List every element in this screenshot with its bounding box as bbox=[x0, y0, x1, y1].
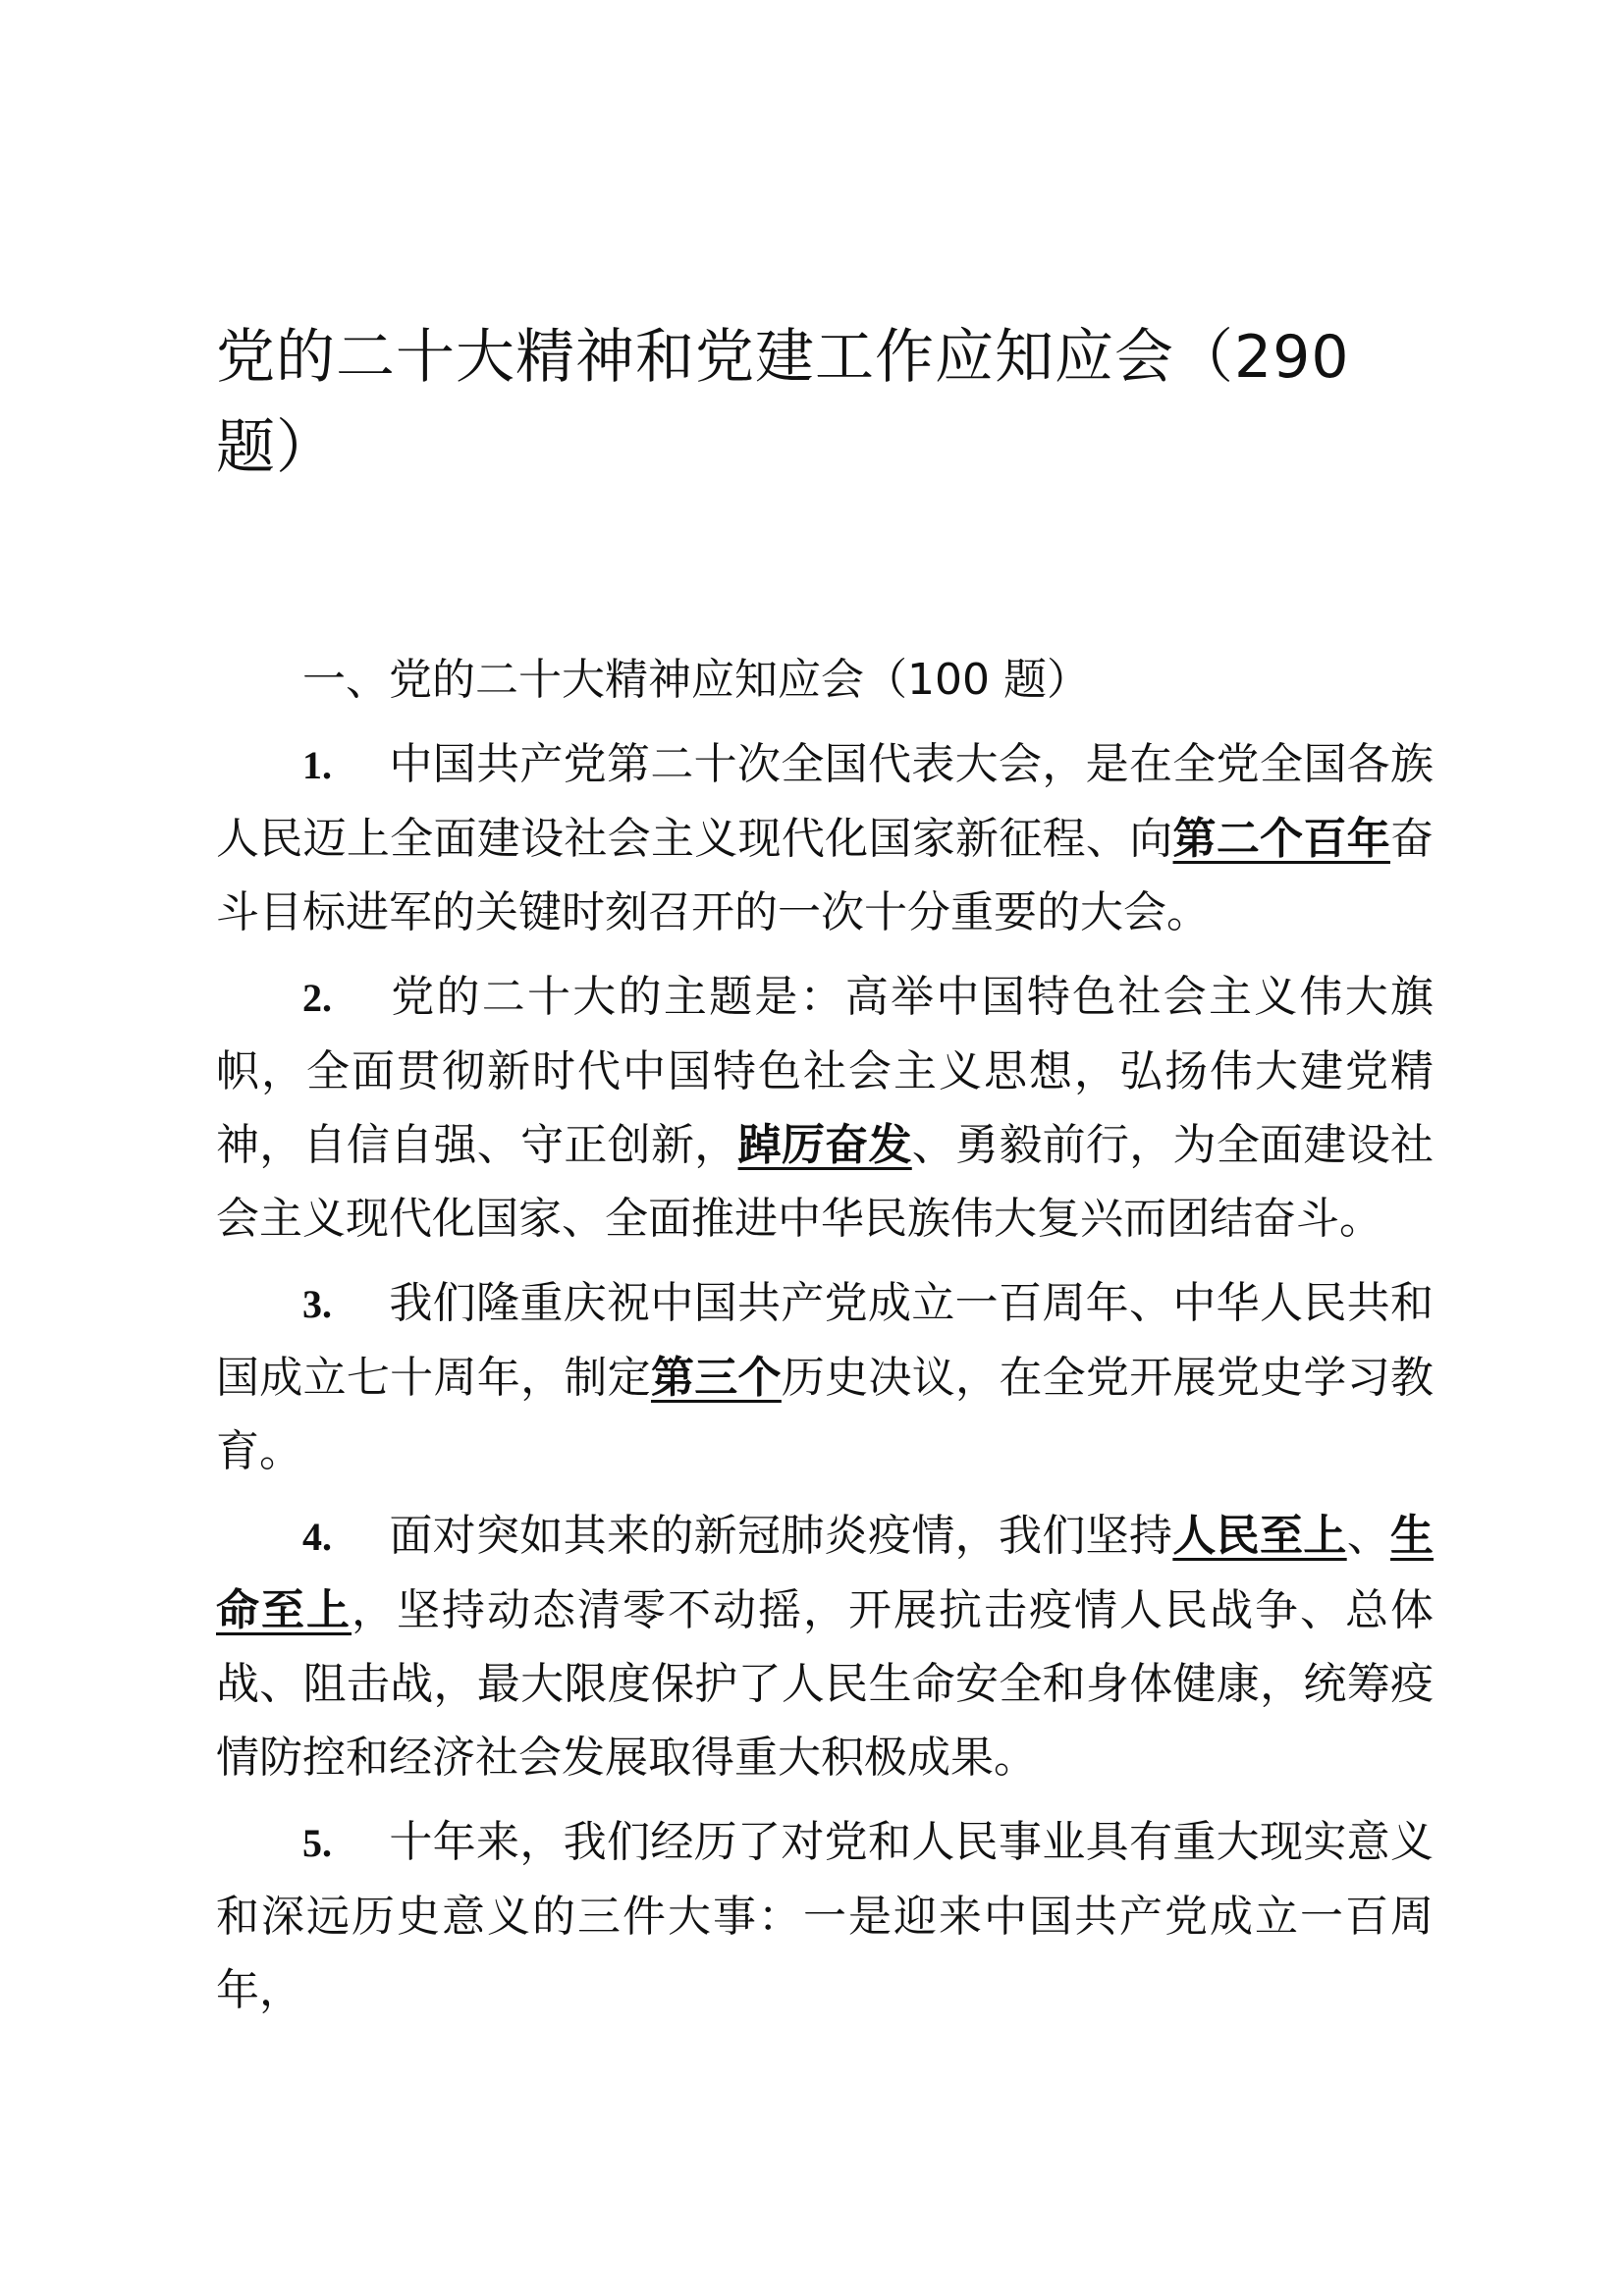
question-item-3 bbox=[216, 1266, 1434, 1488]
question-item-1 bbox=[216, 727, 1434, 949]
question-item-4 bbox=[216, 1499, 1434, 1794]
answer-highlight: 踔厉奋发 bbox=[737, 1120, 912, 1170]
item-text: 面对突如其来的新冠肺炎疫情，我们坚持 bbox=[389, 1511, 1173, 1561]
item-text: 、勇毅前行，为全面建设社会主义现代化国家、全面推进中华民族伟大复兴而团结奋斗。 bbox=[216, 1120, 1435, 1244]
item-text: 中国共产党第二十次全国代表大会，是在全党全国各族人民迈上全面建设社会主义现代化国家新征程、向 bbox=[216, 739, 1434, 864]
item-number: 1. bbox=[302, 743, 332, 787]
document-title: 党的二十大精神和党建工作应知应会（290题） bbox=[216, 323, 1350, 482]
item-text: 历史决议，在全党开展党史学习教育。 bbox=[216, 1353, 1435, 1476]
item-text: 我们隆重庆祝中国共产党成立一百周年、中华人民共和国成立七十周年，制定 bbox=[216, 1278, 1434, 1403]
item-number: 4. bbox=[302, 1515, 332, 1559]
item-number: 3. bbox=[302, 1282, 332, 1326]
item-text: 奋斗目标进军的关键时刻召开的一次十分重要的大会。 bbox=[216, 814, 1435, 937]
answer-highlight: 第二个百年 bbox=[1172, 814, 1391, 864]
item-text: 十年来，我们经历了对党和人民事业具有重大现实意义和深远历史意义的三件大事：一是迎来中国共产党成立一百周年， bbox=[216, 1817, 1434, 2015]
item-text: 党的二十大的主题是：高举中国特色社会主义伟大旗帜，全面贯彻新时代中国特色社会主义思想，弘扬伟大建党精神，自信自强、守正创新， bbox=[216, 972, 1434, 1170]
question-item-5 bbox=[216, 1805, 1434, 2027]
answer-highlight: 人民至上 bbox=[1172, 1511, 1347, 1561]
answer-highlight: 第三个 bbox=[650, 1353, 782, 1403]
question-item-2 bbox=[216, 960, 1434, 1255]
section-heading: 一、党的二十大精神应知应会（100 题） bbox=[302, 655, 1090, 705]
document-body bbox=[216, 643, 1434, 2038]
item-number: 5. bbox=[302, 1821, 332, 1865]
item-text: ，坚持动态清零不动摇，开展抗击疫情人民战争、总体战、阻击战，最大限度保护了人民生命安全和身体健康，统筹疫情防控和经济社会发展取得重大积极成果。 bbox=[216, 1585, 1434, 1783]
answer-highlight: 生命至上 bbox=[216, 1511, 1435, 1635]
item-number: 2. bbox=[302, 976, 332, 1020]
item-text: 、 bbox=[1346, 1511, 1391, 1561]
